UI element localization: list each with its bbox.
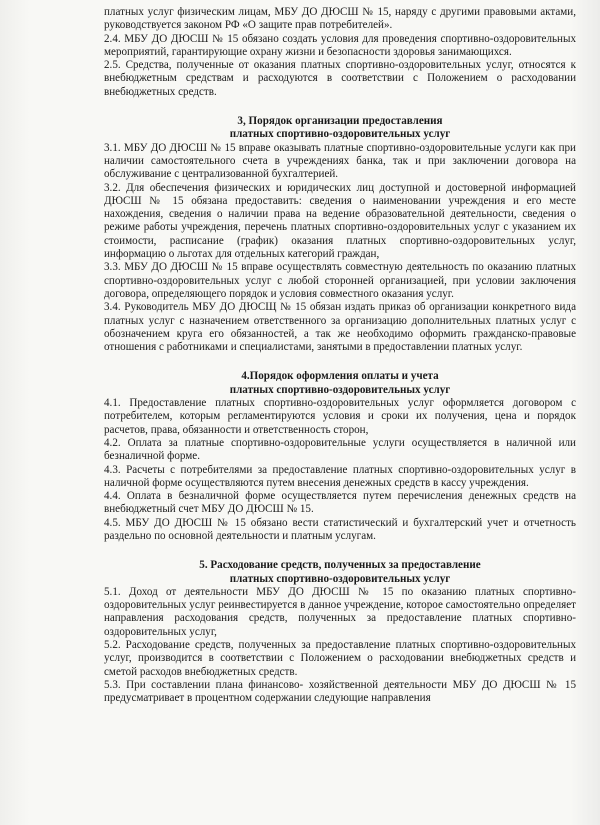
section-4-heading-line-1: 4.Порядок оформления оплаты и учета [241,370,439,383]
paragraph-3-1: 3.1. МБУ ДО ДЮСШ № 15 вправе оказывать платные спортивно-оздоровительные услуги как при наличии самостоятельного счета в учреждениях банка, так и при заключении договора на обслуживание с централизованной бухгалтерией. [104,141,576,181]
paragraph-2-5: 2.5. Средства, полученные от оказания платных спортивно-оздоровительных услуг, относятся к внебюджетным средствам и расходуются в соответствии с Положением о расходовании внебюджетных средств. [104,59,576,98]
section-4-heading-line-2: платных спортивно-оздоровительных услуг [229,383,451,396]
paragraph-3-3: 3.3. МБУ ДО ДЮСШ № 15 вправе осуществлять совместную деятельность по оказанию платных спортивно-оздоровительных услуг с любой сторонней организацией, при условии заключения договора, определяющего порядок и условия совместного оказания услуг. [104,261,576,300]
paragraph-4-5: 4.5. МБУ ДО ДЮСШ № 15 обязано вести статистический и бухгалтерский учет и отчетность раздельно по основной деятельности и платным услугам. [104,516,576,542]
paragraph-3-2: 3.2. Для обеспечения физических и юридических лиц доступной и достоверной информацией ДЮСШ № 15 обязана предоставить: сведения о наименовании учреждения и его месте нахождения, сведения о наличии права на ведение образовательной деятельности, сведения о режиме работы учреждения, перечень платных спортивно-оздоровительных услуг с указанием их стоимости, расписание (график) оказания платных спортивно-оздоровительных услуг, информацию о льготах для отдельных категорий граждан, [104,181,576,261]
spacer [104,354,576,370]
spacer [104,99,576,115]
paragraph-4-1: 4.1. Предоставление платных спортивно-оздоровительных услуг оформляется договором с потребителем, которым регламентируются условия и сроки их получения, цена и порядок расчетов, права, обязанности и ответственность сторон, [104,397,576,436]
paragraph-3-4: 3.4. Руководитель МБУ ДО ДЮСЩ № 15 обязан издать приказ об организации конкретного вида платных услуг с назначением ответственного за организацию дополнительных платных услуг с обозначением круга его обязанностей, а так же необходимо оформить гражданско-правовые отношения с работниками и специалистами, занятыми в предоставлении платных услуг. [104,301,576,354]
paragraph-5-1: 5.1. Доход от деятельности МБУ ДО ДЮСШ № 15 по оказанию платных спортивно-оздоровительных услуг реинвестируется в данное учреждение, которое самостоятельно определяет направления расходования средств, полученных за предоставление платных спортивно-оздоровительных услуг, [104,585,576,638]
paragraph-intro: платных услуг физическим лицам, МБУ ДО ДЮСШ № 15, наряду с другими правовыми актами, руководствуется законом РФ «О защите прав потребителей». [104,6,576,32]
section-5-heading-line-2: платных спортивно-оздоровительных услуг [229,572,451,585]
spacer [104,543,576,559]
section-5-heading-line-1: 5. Расходование средств, полученных за предоставление [199,559,481,572]
paragraph-4-3: 4.3. Расчеты с потребителями за предоставление платных спортивно-оздоровительных услуг в наличной форме осуществляются путем внесения денежных средств в кассу учреждения. [104,463,576,489]
section-3-heading-line-2: платных спортивно-оздоровительных услуг [229,128,451,141]
paragraph-5-3: 5.3. При составлении плана финансово- хозяйственной деятельности МБУ ДО ДЮСШ № 15 предусматривает в процентном содержании следующие направления [104,678,576,705]
paragraph-5-2: 5.2. Расходование средств, полученных за предоставление платных спортивно-оздоровительных услуг, производится в соответствии с Положением о расходовании внебюджетных средств и сметой расходов внебюджетных средств. [104,639,576,678]
section-3-heading-line-1: 3, Порядок организации предоставления [237,115,443,128]
paragraph-2-4: 2.4. МБУ ДО ДЮСШ № 15 обязано создать условия для проведения спортивно-оздоровительных мероприятий, гарантирующие охрану жизни и безопасности здоровья занимающихся. [104,32,576,58]
paragraph-4-4: 4.4. Оплата в безналичной форме осуществляется путем перечисления денежных средств на внебюджетный счет МБУ ДО ДЮСШ № 15. [104,490,576,516]
paragraph-4-2: 4.2. Оплата за платные спортивно-оздоровительные услуги осуществляется в наличной или безналичной форме. [104,436,576,463]
